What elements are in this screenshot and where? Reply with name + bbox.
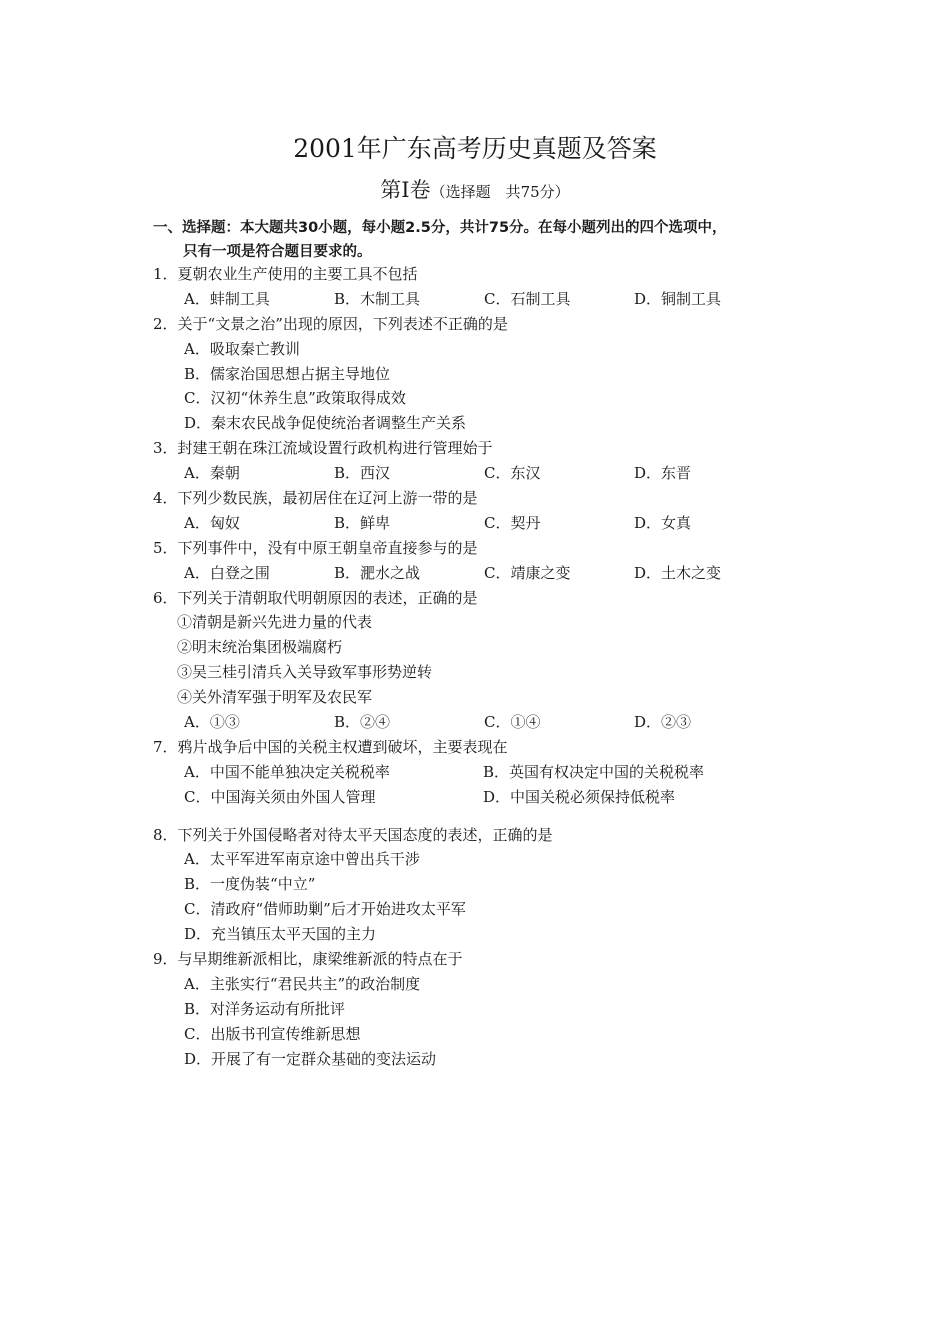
question-6 <box>153 586 853 735</box>
question-3 <box>153 436 853 486</box>
option-row <box>153 760 853 785</box>
question-stem: 1．夏朝农业生产使用的主要工具不包括 <box>153 265 418 283</box>
option-a: A．太平军进军南京途中曾出兵干涉 <box>184 850 420 869</box>
question-list <box>153 262 853 1072</box>
option-a: A．主张实行“君民共主”的政治制度 <box>184 974 421 993</box>
option-c: C．契丹 <box>484 513 541 532</box>
question-stem: 5．下列事件中，没有中原王朝皇帝直接参与的是 <box>153 538 478 557</box>
option-c: C．石制工具 <box>484 289 571 308</box>
option-b: B．对洋务运动有所批评 <box>184 999 346 1018</box>
option-d: D．东晋 <box>634 464 692 483</box>
option-c: C．中国海关须由外国人管理 <box>184 787 376 806</box>
subtitle-note: （选择题 共75分） <box>430 183 570 201</box>
question-9 <box>153 947 853 1071</box>
question-stem: 9．与早期维新派相比，康梁维新派的特点在于 <box>153 950 463 969</box>
option-b: B．鲜卑 <box>334 513 391 532</box>
option-d: D．女真 <box>634 513 692 532</box>
statement-2: ②明末统治集团极端腐朽 <box>177 638 343 657</box>
subtitle-main: 第Ⅰ卷 <box>380 178 431 202</box>
option-d: D．充当镇压太平天国的主力 <box>184 925 377 944</box>
option-b: B．②④ <box>334 713 391 732</box>
option-row <box>153 287 853 312</box>
statement-3: ③吴三桂引清兵入关导致军事形势逆转 <box>177 663 433 682</box>
page-title: 2001年广东高考历史真题及答案 <box>293 134 657 163</box>
section-instructions-line1: 一、选择题：本大题共30小题，每小题2.5分，共计75分。在每小题列出的四个选项中， <box>153 220 727 236</box>
option-row <box>153 511 853 536</box>
question-stem: 3．封建王朝在珠江流域设置行政机构进行管理始于 <box>153 439 493 458</box>
option-b: B．英国有权决定中国的关税税率 <box>483 762 705 781</box>
option-a: A．白登之围 <box>184 563 270 582</box>
option-c: C．出版书刊宣传维新思想 <box>184 1024 361 1043</box>
option-c: C．东汉 <box>484 464 541 483</box>
option-a: A．秦朝 <box>184 464 240 483</box>
question-1 <box>153 262 853 312</box>
option-d: D．开展了有一定群众基础的变法运动 <box>184 1049 437 1068</box>
question-stem: 6．下列关于清朝取代明朝原因的表述，正确的是 <box>153 588 478 607</box>
statement-4: ④关外清军强于明军及农民军 <box>177 688 373 707</box>
option-c: C．汉初“休养生息”政策取得成效 <box>184 389 406 408</box>
option-c: C．①④ <box>484 713 541 732</box>
paper-subtitle <box>0 176 950 206</box>
option-row <box>153 785 853 810</box>
question-stem: 2．关于“文景之治”出现的原因，下列表述不正确的是 <box>153 314 508 333</box>
option-row <box>153 561 853 586</box>
option-row <box>153 461 853 486</box>
option-d: D．中国关税必须保持低税率 <box>483 787 676 806</box>
option-d: D．秦末农民战争促使统治者调整生产关系 <box>184 414 467 433</box>
option-a: A．中国不能单独决定关税税率 <box>184 762 390 781</box>
question-8 <box>153 823 853 947</box>
option-a: A．吸取秦亡教训 <box>184 339 300 358</box>
option-b: B．淝水之战 <box>334 563 421 582</box>
option-row <box>153 710 853 735</box>
option-b: B．木制工具 <box>334 289 421 308</box>
option-b: B．西汉 <box>334 464 391 483</box>
option-c: C．靖康之变 <box>484 563 571 582</box>
option-d: D．土木之变 <box>634 563 722 582</box>
question-4 <box>153 486 853 536</box>
question-stem: 4．下列少数民族，最初居住在辽河上游一带的是 <box>153 489 478 508</box>
option-a: A．匈奴 <box>184 513 240 532</box>
question-5 <box>153 536 853 586</box>
section-heading <box>153 216 853 264</box>
question-2 <box>153 312 853 436</box>
option-c: C．清政府“借师助剿”后才开始进攻太平军 <box>184 900 466 919</box>
statement-1: ①清朝是新兴先进力量的代表 <box>177 613 373 632</box>
section-instructions-line2: 只有一项是符合题目要求的。 <box>183 244 372 260</box>
option-b: B．儒家治国思想占据主导地位 <box>184 364 391 383</box>
question-stem: 7．鸦片战争后中国的关税主权遭到破坏，主要表现在 <box>153 737 508 756</box>
option-a: A．①③ <box>184 713 240 732</box>
option-d: D．②③ <box>634 713 692 732</box>
question-stem: 8．下列关于外国侵略者对待太平天国态度的表述，正确的是 <box>153 825 553 844</box>
option-b: B．一度伪装“中立” <box>184 875 316 894</box>
option-d: D．铜制工具 <box>634 289 722 308</box>
question-7 <box>153 735 853 810</box>
spacer <box>153 810 853 823</box>
option-a: A．蚌制工具 <box>184 289 270 308</box>
